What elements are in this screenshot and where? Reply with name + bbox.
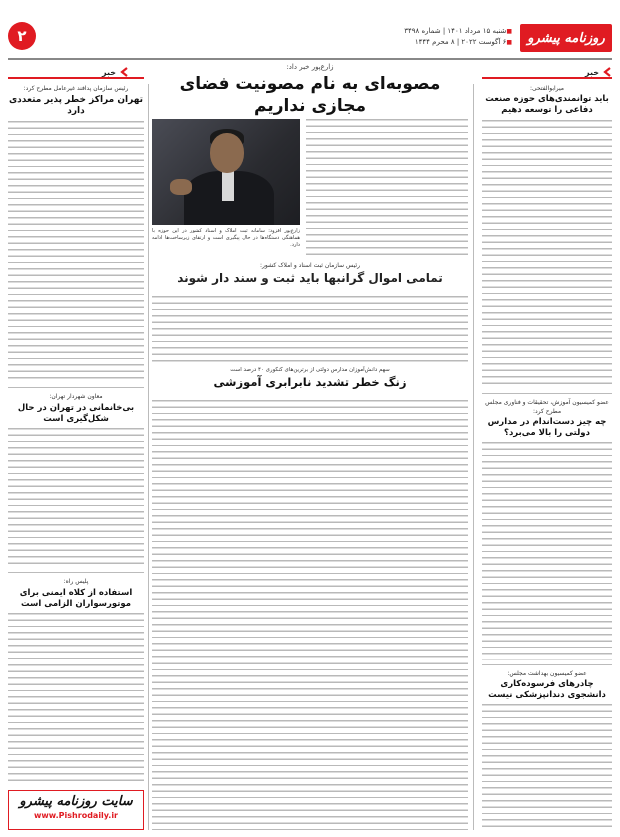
photo-figure-head	[210, 133, 244, 173]
column-rule	[473, 84, 474, 830]
column-rule	[148, 84, 149, 830]
article-body-lines	[152, 296, 468, 364]
article[interactable]	[8, 577, 144, 783]
article-body-lines	[152, 400, 468, 830]
article-body-lines	[482, 704, 612, 830]
divider	[8, 387, 144, 388]
website-promo-box[interactable]	[8, 790, 144, 830]
section-underline-left	[8, 77, 144, 79]
article[interactable]	[482, 669, 612, 830]
right-column	[482, 84, 612, 830]
lead-photo[interactable]	[152, 119, 300, 225]
third-story-head[interactable]	[152, 366, 468, 398]
dateline	[404, 26, 512, 48]
section-label-text: خبر	[584, 67, 599, 77]
article-kicker: پلیس راه:	[63, 578, 89, 585]
article-body-lines	[306, 119, 468, 259]
dateline-gregorian: ■ ۶ آگوست ۲۰۲۲ | ۸ محرم ۱۴۴۴	[404, 37, 512, 48]
lead-body-right	[306, 119, 468, 259]
website-url-link[interactable]: www.Pishrodaily.ir	[33, 811, 119, 820]
article-kicker: عضو کمیسیون آموزش، تحقیقات و فناوری مجلس مطرح کرد:	[485, 399, 609, 415]
second-headline: تمامی اموال گرانبها باید ثبت و سند دار شوند	[177, 271, 443, 285]
article[interactable]	[8, 392, 144, 568]
photo-figure-shirt	[222, 171, 234, 201]
chevron-icon	[602, 67, 612, 77]
second-body	[152, 296, 468, 364]
article[interactable]	[8, 84, 144, 383]
article-headline: تهران مراکز خطر پذیر متعددی دارد	[8, 95, 144, 116]
photo-figure-hand	[170, 179, 192, 195]
article-kicker: رئیس سازمان پدافند غیرعامل مطرح کرد:	[23, 85, 129, 92]
article-headline: چه چیز دست‌اندام در مدارس دولتی را بالا می‌برد؟	[487, 417, 607, 438]
second-story[interactable]	[152, 262, 468, 286]
masthead	[8, 22, 612, 56]
divider	[482, 664, 612, 665]
photo-caption: زارع‌پور افزود: سامانه ثبت املاک و اسناد کشور در این حوزه با هماهنگی دستگاه‌ها در حال پیگیری است و ارتقای زیرساخت‌ها ادامه دارد.	[152, 228, 300, 248]
section-underline-right	[482, 77, 612, 79]
chevron-icon	[119, 67, 129, 77]
article-headline: چادرهای فرسوده‌کاری دانشجوی دندانپزشکی نیست	[488, 679, 606, 700]
article-headline: بی‌خانمانی در تهران در حال شکل‌گیری است	[17, 403, 135, 424]
article-body-lines	[8, 613, 144, 783]
second-kicker: رئیس سازمان ثبت اسناد و املاک کشور:	[259, 262, 360, 269]
divider	[482, 393, 612, 394]
website-promo-title: سایت روزنامه پیشرو	[19, 794, 133, 809]
article[interactable]	[482, 84, 612, 389]
article-body-lines	[8, 428, 144, 568]
header-divider	[8, 58, 612, 60]
third-kicker: سهم دانش‌آموزان مدارس دولتی از برترین‌های کنکوری ۴۰ درصد است	[230, 367, 390, 373]
article-kicker: عضو کمیسیون بهداشت مجلس:	[507, 670, 587, 677]
newspaper-logo[interactable]: روزنامه پیشرو	[520, 24, 612, 52]
article-body-lines	[482, 442, 612, 660]
dateline-persian: ■ شنبه ۱۵ مرداد ۱۴۰۱ | شماره ۳۴۹۸	[404, 26, 512, 37]
divider	[8, 572, 144, 573]
third-headline: زنگ خطر تشدید نابرابری آموزشی	[213, 375, 407, 389]
section-label-text: خبر	[102, 67, 117, 77]
article-headline: باید توانمندی‌های حوزه صنعت دفاعی را توسعه دهیم	[485, 94, 609, 115]
article-body-lines	[8, 121, 144, 383]
article-body-lines	[482, 120, 612, 389]
lead-headline: مصوبه‌ای به نام مصونیت فضای مجازی نداریم	[179, 74, 441, 116]
article-headline: استفاده از کلاه ایمنی برای موتورسواران الزامی است	[19, 588, 133, 609]
left-column	[8, 84, 144, 788]
article[interactable]	[482, 398, 612, 660]
page-number-badge: ۲	[8, 22, 36, 50]
article-kicker: میرابوالفتحی:	[529, 85, 564, 92]
article-kicker: معاون شهردار تهران:	[49, 393, 103, 400]
lead-kicker: زارع‌پور خبر داد:	[286, 63, 334, 71]
third-body	[152, 400, 468, 830]
